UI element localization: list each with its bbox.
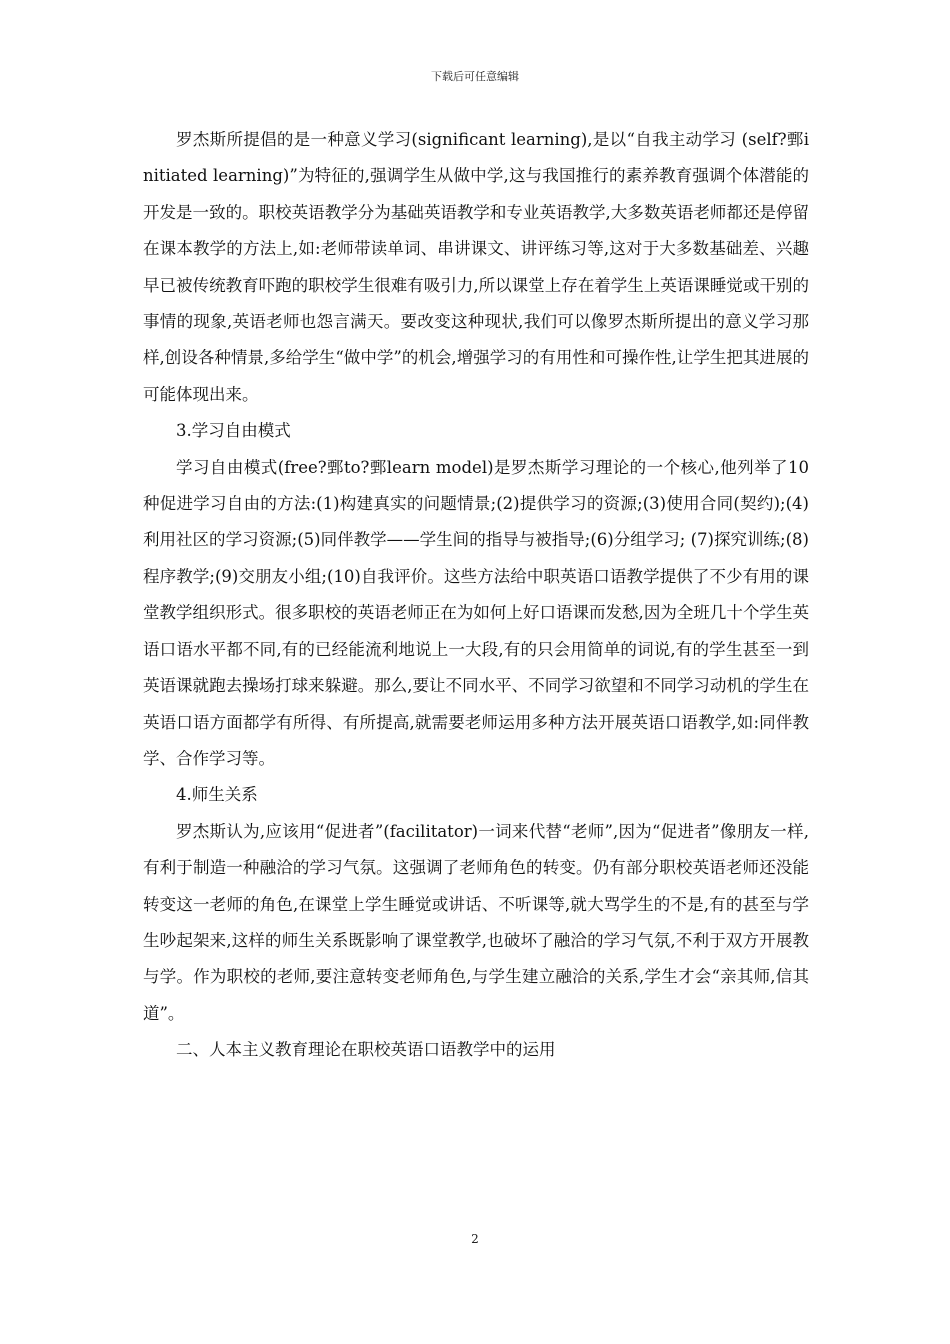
paragraph-teacher-student: 罗杰斯认为,应该用“促进者”(facilitator)一词来代替“老师”,因为“促进者”像朋友一样,有利于制造一种融洽的学习气氛。这强调了老师角色的转变。仍有部分职校英语老师还没能转变这一老师的角色,在课堂上学生睡觉或讲话、不听课等,就大骂学生的不是,有的甚至与学生吵起架来,这样的师生关系既影响了课堂教学,也破坏了融洽的学习气氛,不利于双方开展教与学。作为职校的老师,要注意转变老师角色,与学生建立融洽的关系,学生才会“亲其师,信其道”。	[143, 821, 809, 1023]
page-number: 2	[471, 1232, 479, 1246]
chapter-heading-2: 二、人本主义教育理论在职校英语口语教学中的运用	[176, 1040, 556, 1060]
section-heading-3: 3.学习自由模式	[176, 421, 291, 441]
paragraph-significant-learning: 罗杰斯所提倡的是一种意义学习(significant learning),是以“自我主动学习 (self?鄄initiated learning)”为特征的,强调学生从做中学,这与我国推行的素养教育强调个体潜能的开发是一致的。职校英语教学分为基础英语教学和专业英语教学,大多数英语老师都还是停留在课本教学的方法上,如:老师带读单词、串讲课文、讲评练习等,这对于大多数基础差、兴趣早已被传统教育吓跑的职校学生很难有吸引力,所以课堂上存在着学生上英语课睡觉或干别的事情的现象,英语老师也怨言满天。要改变这种现状,我们可以像罗杰斯所提出的意义学习那样,创设各种情景,多给学生“做中学”的机会,增强学习的有用性和可操作性,让学生把其进展的可能体现出来。	[143, 130, 809, 404]
page-header: 下载后可任意编辑	[431, 70, 519, 83]
document-body	[143, 122, 809, 1069]
paragraph-freedom-to-learn: 学习自由模式(free?鄄to?鄄learn model)是罗杰斯学习理论的一个核心,他列举了10种促进学习自由的方法:(1)构建真实的问题情景;(2)提供学习的资源;(3)使用合同(契约);(4)利用社区的学习资源;(5)同伴教学——学生间的指导与被指导;(6)分组学习; (7)探究训练;(8)程序教学;(9)交朋友小组;(10)自我评价。这些方法给中职英语口语教学提供了不少有用的课堂教学组织形式。很多职校的英语老师正在为如何上好口语课而发愁,因为全班几十个学生英语口语水平都不同,有的已经能流利地说上一大段,有的只会用简单的词说,有的学生甚至一到英语课就跑去操场打球来躲避。那么,要让不同水平、不同学习欲望和不同学习动机的学生在英语口语方面都学有所得、有所提高,就需要老师运用多种方法开展英语口语教学,如:同伴教学、合作学习等。	[143, 457, 809, 768]
section-heading-4: 4.师生关系	[176, 785, 258, 805]
